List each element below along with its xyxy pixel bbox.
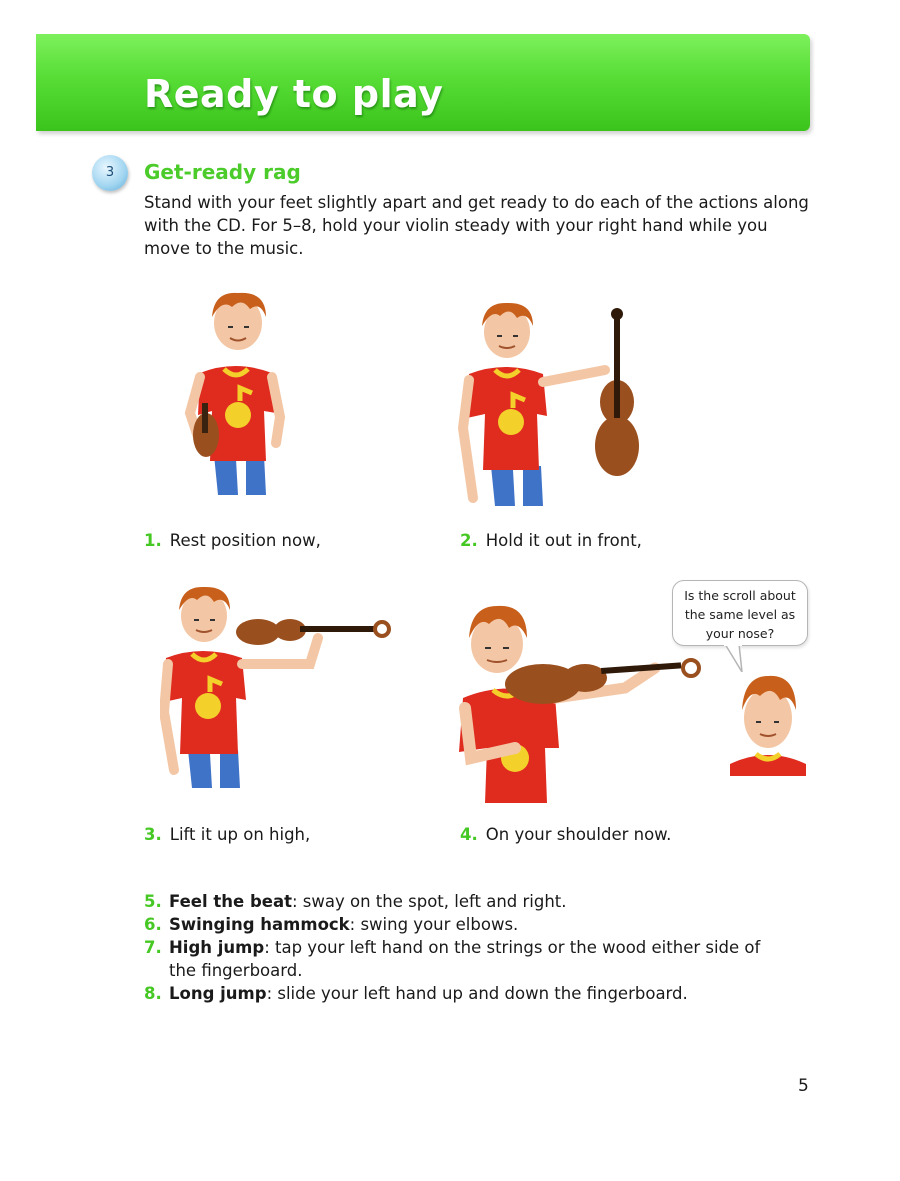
item-term: Long jump [169,984,267,1003]
speech-line-3: your nose? [705,626,775,641]
list-item [144,936,844,982]
list-item [144,913,844,936]
item-text: : slide your left hand up and down the fingerboard. [266,984,688,1003]
item-text-continued: the fingerboard. [169,961,303,980]
illustration-boy-head [728,666,808,776]
item-number: 6. [144,915,162,934]
item-text: : swing your elbows. [349,915,519,934]
caption-number: 1. [144,531,162,550]
caption-2 [460,531,642,550]
item-term: Swinging hammock [169,915,350,934]
item-text: : tap your left hand on the strings or the wood either side of [264,938,761,957]
cd-track-badge: 3 [92,155,128,191]
caption-text: Hold it out in front, [485,531,642,550]
item-number: 8. [144,984,162,1003]
item-term: High jump [169,938,265,957]
caption-text: Rest position now, [169,531,321,550]
song-title: Get-ready rag [144,160,301,184]
caption-4 [460,825,671,844]
caption-text: Lift it up on high, [169,825,311,844]
list-item [144,982,844,1005]
caption-3 [144,825,310,844]
item-term: Feel the beat [169,892,292,911]
actions-list [144,890,844,1005]
speech-line-1: Is the scroll about [684,588,796,603]
caption-1 [144,531,321,550]
caption-number: 4. [460,825,478,844]
illustration-lift-up-high [160,582,400,792]
speech-bubble [672,580,808,646]
illustration-rest-position [180,283,290,498]
speech-line-2: the same level as [684,607,796,622]
illustration-hold-out-front [455,298,655,510]
caption-number: 3. [144,825,162,844]
item-number: 5. [144,892,162,911]
item-text: : sway on the spot, left and right. [291,892,567,911]
page-title: Ready to play [144,72,444,116]
caption-number: 2. [460,531,478,550]
header-banner [36,34,810,131]
list-item [144,890,844,913]
intro-paragraph: Stand with your feet slightly apart and get ready to do each of the actions along with the CD. For 5–8, hold your violin steady with your right hand while you move to the music. [144,193,809,258]
page-number: 5 [798,1076,809,1096]
item-number: 7. [144,938,162,957]
caption-text: On your shoulder now. [485,825,672,844]
